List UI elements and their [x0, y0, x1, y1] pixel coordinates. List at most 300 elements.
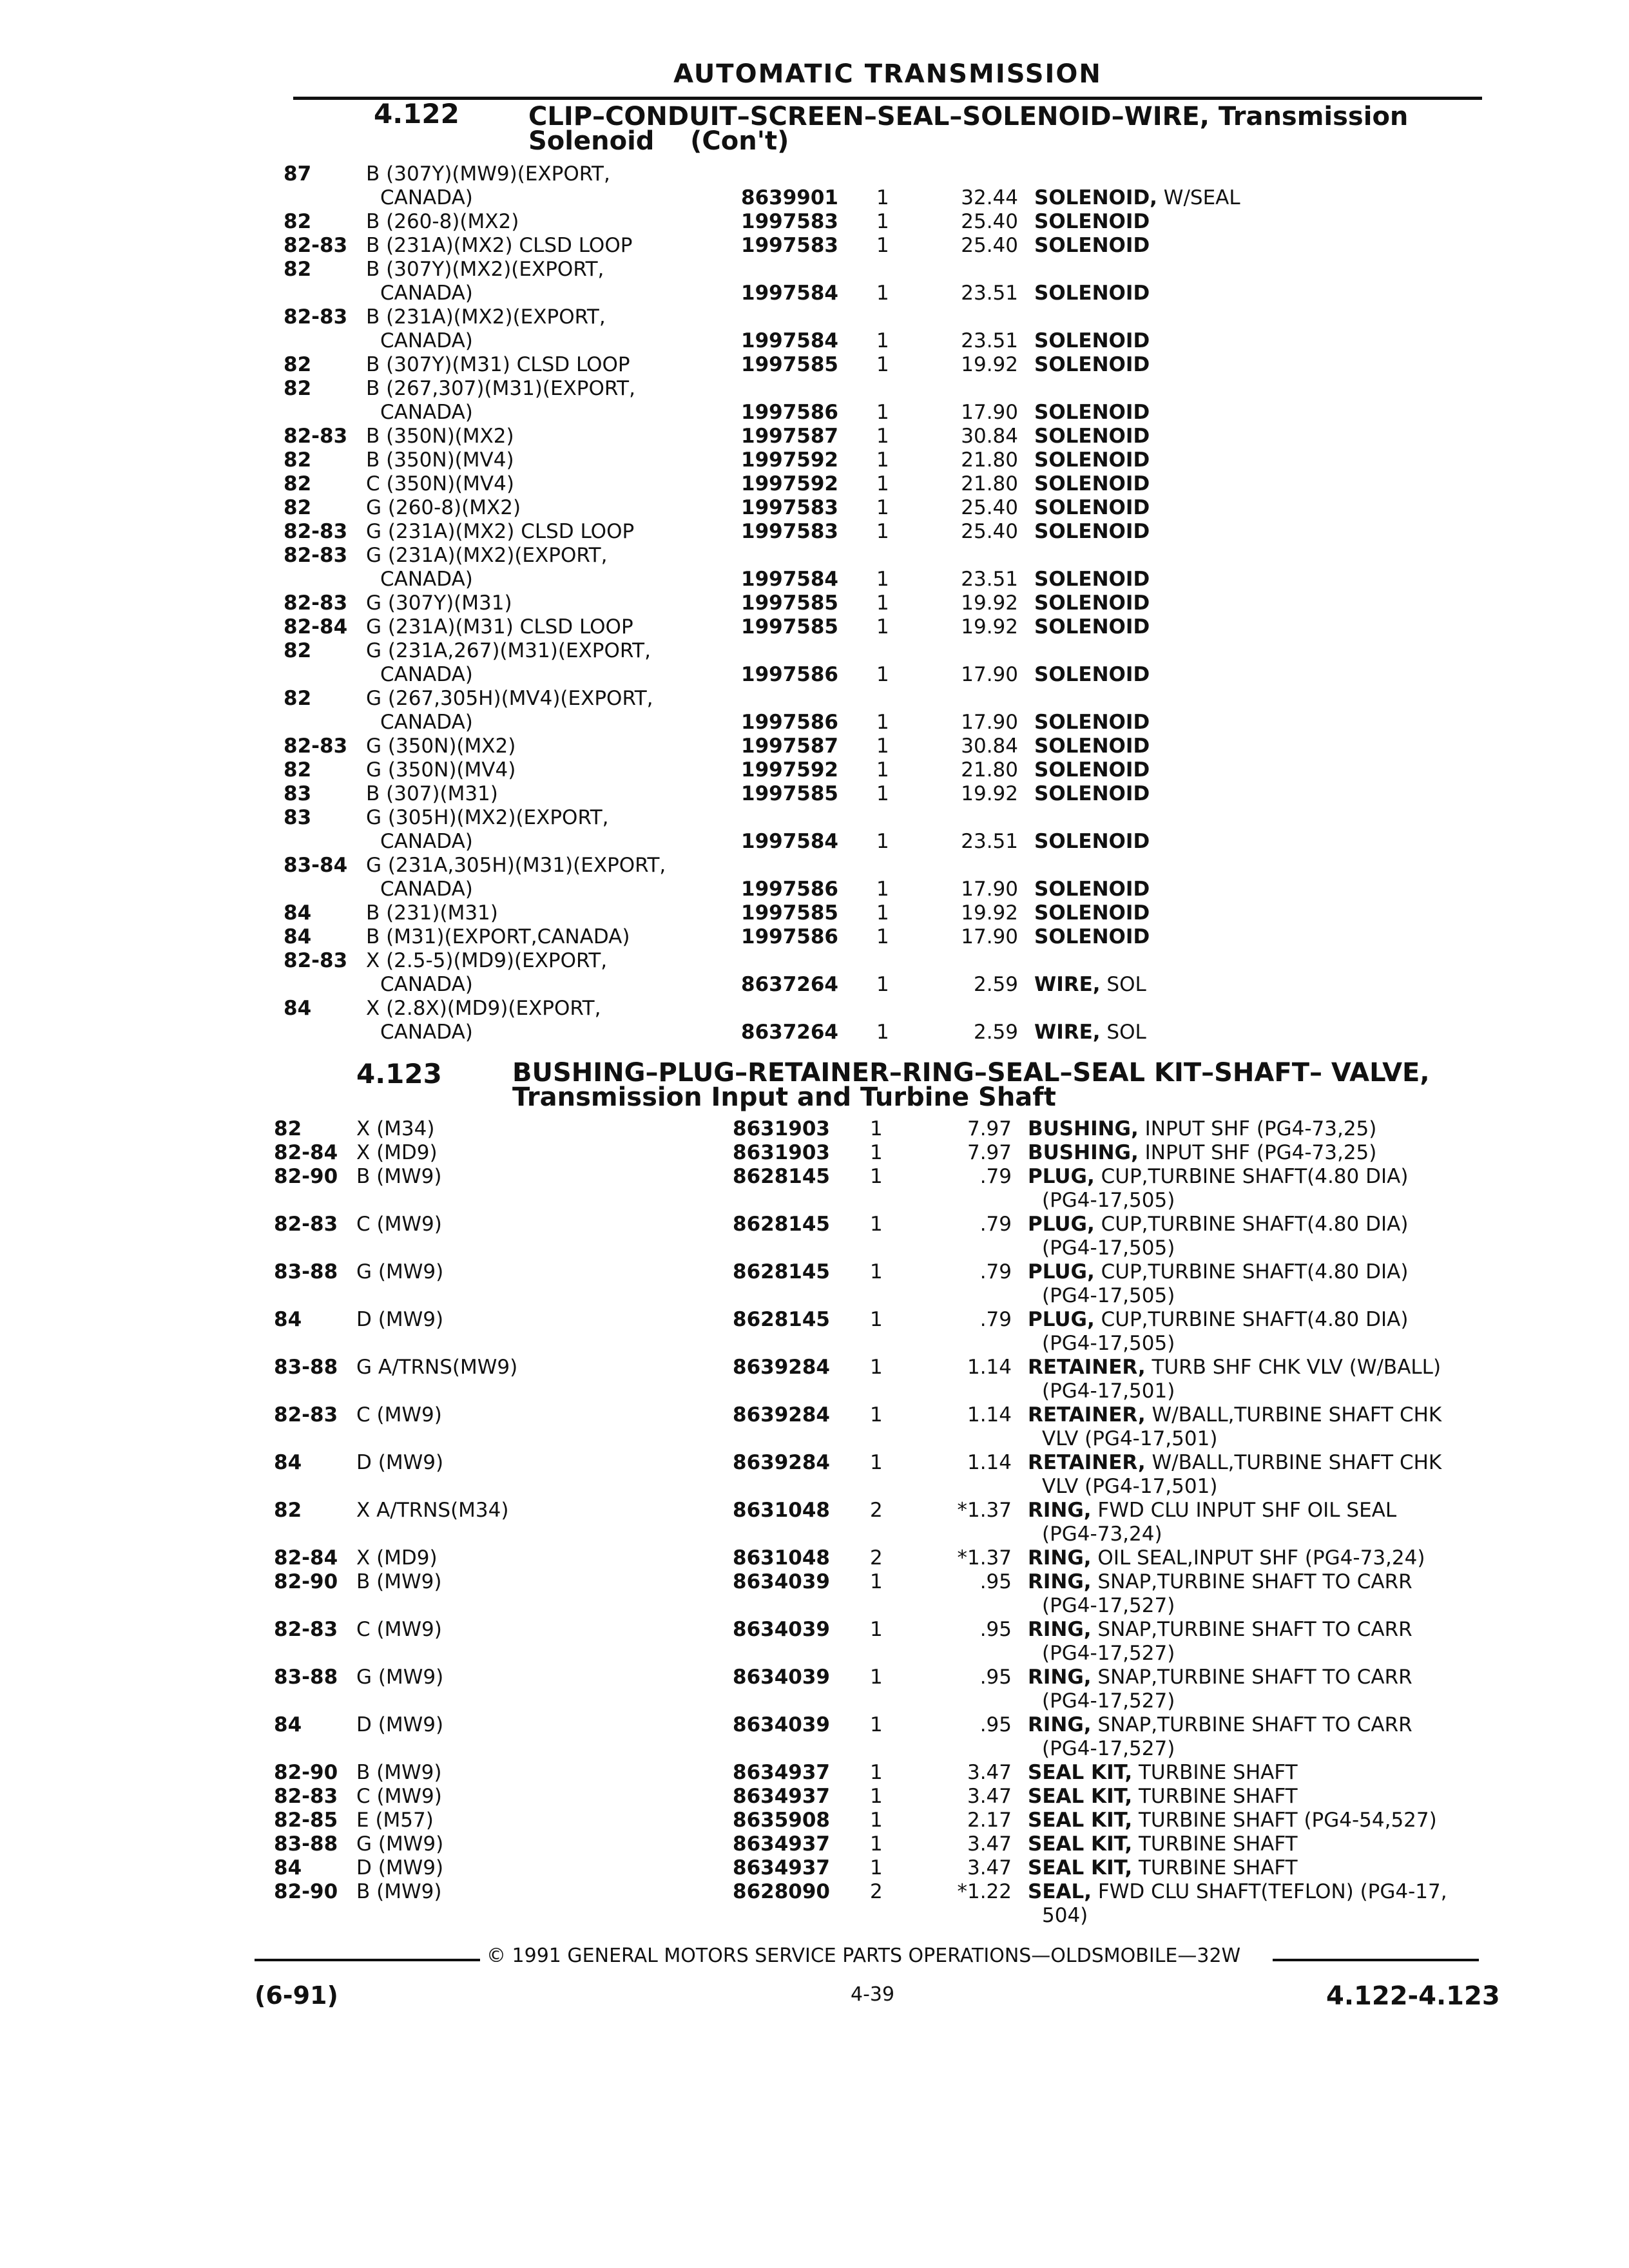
quantity: 1 [876, 282, 889, 305]
application-description [366, 854, 666, 901]
quantity: 1 [876, 401, 889, 424]
application-description [356, 1117, 434, 1141]
model-year: 83 [284, 806, 312, 829]
part-name-detail: W/BALL,TURBINE SHAFT CHK [1145, 1403, 1442, 1427]
part-name [1028, 1713, 1412, 1761]
copyright-notice: © 1991 GENERAL MOTORS SERVICE PARTS OPERATIONS—OLDSMOBILE—32W [487, 1945, 1241, 1967]
part-number: 1997583 [741, 210, 838, 233]
application-line: B (MW9) [356, 1761, 442, 1784]
table-row [274, 1546, 1498, 1570]
quantity: 1 [876, 186, 889, 209]
application-description [366, 162, 610, 210]
part-name-detail: (PG4-73,24) [1042, 1523, 1162, 1546]
quantity: 1 [870, 1165, 883, 1188]
part-number: 1997592 [741, 472, 838, 495]
part-name [1028, 1308, 1408, 1356]
part-name [1028, 1546, 1425, 1570]
table-row [284, 615, 1508, 639]
part-number: 1997583 [741, 234, 838, 257]
application-line: G (MW9) [356, 1666, 444, 1689]
price: 23.51 [961, 329, 1018, 352]
part-name-bold: RETAINER, [1028, 1451, 1146, 1474]
part-name [1028, 1499, 1396, 1546]
application-description [366, 377, 635, 425]
part-number: 8631048 [733, 1499, 830, 1522]
quantity: 1 [876, 425, 889, 448]
part-number: 8628145 [733, 1165, 830, 1188]
table-row [274, 1856, 1498, 1880]
application-line: G (307Y)(M31) [366, 591, 512, 615]
quantity: 2 [870, 1546, 883, 1570]
quantity: 1 [870, 1570, 883, 1593]
application-line: CANADA) [380, 282, 473, 305]
application-line: B (MW9) [356, 1570, 442, 1593]
table-row [284, 377, 1508, 425]
application-description [366, 758, 516, 782]
application-line: B (350N)(MX2) [366, 425, 514, 448]
part-number: 8635908 [733, 1809, 830, 1832]
quantity: 2 [870, 1880, 883, 1903]
application-description [356, 1451, 443, 1475]
application-description [366, 806, 609, 854]
application-line: B (307Y)(MW9)(EXPORT, [366, 162, 610, 186]
part-number: 8634039 [733, 1570, 830, 1593]
table-row [274, 1499, 1498, 1546]
price: 1.14 [967, 1451, 1012, 1474]
application-description [366, 425, 514, 448]
table-row [274, 1403, 1498, 1451]
table-row [274, 1713, 1498, 1761]
application-description [366, 210, 519, 234]
price: *1.22 [957, 1880, 1012, 1903]
application-line: C (MW9) [356, 1785, 442, 1808]
part-name [1034, 282, 1150, 305]
application-description [356, 1165, 441, 1189]
model-year: 82 [284, 353, 312, 376]
part-number: 1997586 [741, 925, 838, 948]
part-name [1028, 1761, 1298, 1785]
price: 23.51 [961, 282, 1018, 305]
application-description [366, 615, 633, 639]
part-name [1034, 448, 1150, 472]
table-row [274, 1666, 1498, 1713]
part-name-bold: RING, [1028, 1618, 1092, 1641]
quantity: 1 [870, 1618, 883, 1641]
application-description [356, 1570, 441, 1594]
model-year: 82 [284, 639, 312, 662]
part-name-bold: SOLENOID [1034, 735, 1150, 758]
model-year: 82-83 [274, 1618, 338, 1641]
part-name-bold: SOLENOID [1034, 758, 1150, 782]
table-row [284, 234, 1508, 258]
quantity: 1 [870, 1785, 883, 1808]
quantity: 1 [870, 1260, 883, 1283]
part-name-bold: SOLENOID [1034, 472, 1150, 495]
quantity: 1 [870, 1213, 883, 1236]
part-name-detail: CUP,TURBINE SHAFT(4.80 DIA) [1094, 1260, 1409, 1283]
table-row [284, 949, 1508, 997]
model-year: 82 [274, 1499, 302, 1522]
price: 3.47 [967, 1785, 1012, 1808]
model-year: 82 [284, 448, 312, 472]
price: 3.47 [967, 1856, 1012, 1879]
table-row [284, 496, 1508, 520]
part-name-detail: OIL SEAL,INPUT SHF (PG4-73,24) [1091, 1546, 1425, 1570]
part-name [1028, 1260, 1408, 1308]
part-name [1028, 1356, 1441, 1403]
application-description [366, 496, 521, 520]
table-row [274, 1308, 1498, 1356]
part-number: 1997584 [741, 830, 838, 853]
table-row [284, 520, 1508, 544]
quantity: 1 [870, 1832, 883, 1856]
application-line: CANADA) [380, 1021, 473, 1044]
part-number: 1997585 [741, 591, 838, 615]
part-name-bold: SOLENOID [1034, 925, 1150, 948]
table-row [284, 472, 1508, 496]
part-name-detail: VLV (PG4-17,501) [1042, 1427, 1218, 1450]
application-line: G (231A)(MX2)(EXPORT, [366, 544, 608, 567]
model-year: 82 [274, 1117, 302, 1140]
application-description [356, 1260, 443, 1284]
part-number: 8634937 [733, 1761, 830, 1784]
part-name-bold: SOLENOID [1034, 615, 1150, 639]
quantity: 1 [876, 925, 889, 948]
part-name-bold: SOLENOID [1034, 329, 1150, 352]
part-name [1034, 401, 1150, 425]
table-row [284, 544, 1508, 591]
part-number: 1997585 [741, 353, 838, 376]
part-name [1034, 210, 1150, 234]
model-year: 83 [284, 782, 312, 805]
application-description [356, 1356, 517, 1379]
application-line: D (MW9) [356, 1451, 444, 1474]
application-line: C (350N)(MV4) [366, 472, 514, 495]
application-description [356, 1785, 442, 1809]
model-year: 87 [284, 162, 312, 186]
part-name-bold: SOLENOID [1034, 425, 1150, 448]
part-number: 8631048 [733, 1546, 830, 1570]
quantity: 1 [876, 496, 889, 519]
price: .95 [979, 1618, 1012, 1641]
part-name-bold: SOLENOID [1034, 210, 1150, 233]
part-name [1034, 568, 1150, 591]
part-name [1028, 1832, 1298, 1856]
part-name [1034, 973, 1146, 997]
price: 23.51 [961, 568, 1018, 591]
part-number: 1997586 [741, 401, 838, 424]
section-title: BUSHING–PLUG–RETAINER–RING–SEAL–SEAL KIT–SHAFT– VALVE, Transmission Input and Turbine Shaft [512, 1061, 1608, 1110]
quantity: 2 [870, 1499, 883, 1522]
part-name [1028, 1880, 1447, 1928]
model-year: 82-90 [274, 1570, 338, 1593]
part-name [1028, 1856, 1298, 1880]
part-name-detail: (PG4-17,527) [1042, 1737, 1175, 1760]
application-line: X (M34) [356, 1117, 435, 1140]
part-name [1028, 1141, 1376, 1165]
model-year: 83-88 [274, 1666, 338, 1689]
part-name-bold: SEAL KIT, [1028, 1809, 1133, 1832]
part-name [1034, 496, 1150, 520]
application-description [366, 997, 601, 1044]
price: 30.84 [961, 425, 1018, 448]
model-year: 82-83 [284, 544, 348, 567]
quantity: 1 [870, 1761, 883, 1784]
page-header [293, 52, 1482, 100]
part-name-detail: W/BALL,TURBINE SHAFT CHK [1145, 1451, 1442, 1474]
table-row [284, 735, 1508, 758]
part-name-bold: SOLENOID [1034, 282, 1150, 305]
table-row [284, 305, 1508, 353]
part-name-bold: PLUG, [1028, 1260, 1095, 1283]
part-number: 8639284 [733, 1451, 830, 1474]
application-line: B (MW9) [356, 1165, 442, 1188]
price: 2.59 [973, 1021, 1018, 1044]
quantity: 1 [870, 1356, 883, 1379]
price: 3.47 [967, 1761, 1012, 1784]
table-row [274, 1141, 1498, 1165]
application-line: B (267,307)(M31)(EXPORT, [366, 377, 635, 400]
part-name-bold: PLUG, [1028, 1308, 1095, 1331]
model-year: 84 [284, 997, 312, 1020]
part-number: 1997584 [741, 282, 838, 305]
quantity: 1 [876, 782, 889, 805]
price: 17.90 [961, 401, 1018, 424]
table-row [284, 591, 1508, 615]
part-name-detail: (PG4-17,527) [1042, 1642, 1175, 1665]
part-name-detail: SNAP,TURBINE SHAFT TO CARR [1091, 1618, 1412, 1641]
part-name-detail: (PG4-17,527) [1042, 1689, 1175, 1713]
application-line: X A/TRNS(M34) [356, 1499, 509, 1522]
application-line: G (231A)(M31) CLSD LOOP [366, 615, 633, 639]
table-row [284, 353, 1508, 377]
part-number: 8634039 [733, 1666, 830, 1689]
model-year: 82 [284, 210, 312, 233]
model-year: 83-88 [274, 1832, 338, 1856]
model-year: 82 [284, 472, 312, 495]
part-name [1034, 711, 1150, 735]
price: 17.90 [961, 878, 1018, 901]
application-description [366, 687, 653, 735]
quantity: 1 [876, 520, 889, 543]
part-name-bold: RING, [1028, 1570, 1092, 1593]
part-name [1034, 186, 1240, 210]
application-line: X (MD9) [356, 1141, 438, 1164]
part-name [1034, 925, 1150, 949]
price: 32.44 [961, 186, 1018, 209]
part-name [1028, 1785, 1298, 1809]
part-name-detail: CUP,TURBINE SHAFT(4.80 DIA) [1094, 1165, 1409, 1188]
quantity: 1 [876, 210, 889, 233]
quantity: 1 [876, 830, 889, 853]
part-number: 8639284 [733, 1403, 830, 1427]
part-number: 8634937 [733, 1856, 830, 1879]
application-line: B (231A)(MX2) CLSD LOOP [366, 234, 633, 257]
table-row [274, 1618, 1498, 1666]
table-row [274, 1785, 1498, 1809]
model-year: 82-83 [284, 425, 348, 448]
part-name-bold: SOLENOID [1034, 782, 1150, 805]
part-name-detail: SOL [1100, 973, 1146, 996]
part-name [1028, 1165, 1408, 1213]
model-year: 82-83 [284, 234, 348, 257]
application-description [366, 591, 512, 615]
application-description [356, 1666, 443, 1689]
part-name-detail: TURB SHF CHK VLV (W/BALL) [1145, 1356, 1441, 1379]
part-name-bold: SOLENOID [1034, 568, 1150, 591]
part-name-detail: TURBINE SHAFT [1132, 1785, 1298, 1808]
part-name [1028, 1403, 1441, 1451]
table-row [274, 1451, 1498, 1499]
application-description [356, 1880, 441, 1904]
application-description [356, 1832, 443, 1856]
application-line: C (MW9) [356, 1618, 442, 1641]
part-name-bold: PLUG, [1028, 1165, 1095, 1188]
part-name [1034, 234, 1150, 258]
application-description [366, 305, 606, 353]
application-description [366, 544, 607, 591]
application-description [356, 1213, 442, 1236]
price: 30.84 [961, 735, 1018, 758]
part-name-detail: TURBINE SHAFT [1132, 1832, 1298, 1856]
price: 7.97 [967, 1117, 1012, 1140]
price: 17.90 [961, 663, 1018, 686]
price: 23.51 [961, 830, 1018, 853]
page-number: 4-39 [851, 1983, 895, 2006]
quantity: 1 [876, 663, 889, 686]
table-row [284, 901, 1508, 925]
table-row [274, 1832, 1498, 1856]
model-year: 82 [284, 377, 312, 400]
part-number: 1997583 [741, 520, 838, 543]
model-year: 82 [284, 687, 312, 710]
parts-list [274, 1117, 1498, 1928]
part-name [1034, 353, 1150, 377]
part-number: 1997592 [741, 758, 838, 782]
application-line: B (231)(M31) [366, 901, 498, 925]
part-number: 1997584 [741, 329, 838, 352]
application-description [356, 1308, 443, 1332]
part-name-bold: RETAINER, [1028, 1356, 1146, 1379]
application-line: X (2.5-5)(MD9)(EXPORT, [366, 949, 608, 972]
model-year: 84 [274, 1856, 302, 1879]
price: 19.92 [961, 615, 1018, 639]
model-year: 82-83 [284, 949, 348, 972]
model-year: 82-84 [274, 1546, 338, 1570]
price: *1.37 [957, 1499, 1012, 1522]
application-line: CANADA) [380, 878, 473, 901]
table-row [274, 1260, 1498, 1308]
quantity: 1 [870, 1666, 883, 1689]
model-year: 82-83 [284, 520, 348, 543]
quantity: 1 [876, 353, 889, 376]
application-description [356, 1761, 441, 1785]
application-line: CANADA) [380, 973, 473, 996]
table-row [274, 1809, 1498, 1832]
part-number: 1997584 [741, 568, 838, 591]
application-line: CANADA) [380, 401, 473, 424]
page-title: AUTOMATIC TRANSMISSION [673, 59, 1102, 89]
quantity: 1 [870, 1451, 883, 1474]
part-name [1034, 901, 1150, 925]
application-line: B (260-8)(MX2) [366, 210, 519, 233]
table-row [284, 925, 1508, 949]
price: 2.17 [967, 1809, 1012, 1832]
part-name [1028, 1618, 1412, 1666]
quantity: 1 [870, 1117, 883, 1140]
part-name-detail: FWD CLU INPUT SHF OIL SEAL [1091, 1499, 1397, 1522]
price: 17.90 [961, 925, 1018, 948]
application-line: G A/TRNS(MW9) [356, 1356, 518, 1379]
part-name-detail: SNAP,TURBINE SHAFT TO CARR [1091, 1713, 1412, 1736]
application-description [356, 1499, 508, 1523]
part-name-bold: RING, [1028, 1499, 1092, 1522]
application-description [356, 1809, 434, 1832]
application-line: G (305H)(MX2)(EXPORT, [366, 806, 609, 829]
table-row [274, 1761, 1498, 1785]
application-line: B (350N)(MV4) [366, 448, 514, 472]
quantity: 1 [870, 1713, 883, 1736]
part-number: 8634039 [733, 1618, 830, 1641]
application-description [366, 448, 514, 472]
price: 25.40 [961, 234, 1018, 257]
model-year: 82 [284, 258, 312, 281]
quantity: 1 [876, 735, 889, 758]
application-description [366, 925, 630, 949]
part-name [1028, 1117, 1376, 1141]
part-name [1028, 1213, 1408, 1260]
price: 3.47 [967, 1832, 1012, 1856]
application-line: G (231A,267)(M31)(EXPORT, [366, 639, 651, 662]
section-title-sub: Solenoid [528, 126, 655, 156]
part-name-bold: SOLENOID [1034, 830, 1150, 853]
model-year: 82-90 [274, 1880, 338, 1903]
price: 21.80 [961, 758, 1018, 782]
part-name [1034, 878, 1150, 901]
model-year: 83-84 [284, 854, 348, 877]
price: 21.80 [961, 472, 1018, 495]
quantity: 1 [876, 901, 889, 925]
part-name-detail: (PG4-17,505) [1042, 1189, 1175, 1212]
quantity: 1 [870, 1141, 883, 1164]
application-line: X (MD9) [356, 1546, 438, 1570]
table-row [284, 782, 1508, 806]
quantity: 1 [876, 878, 889, 901]
part-name-bold: SEAL KIT, [1028, 1832, 1133, 1856]
part-name-detail: FWD CLU SHAFT(TEFLON) (PG4-17, [1092, 1880, 1447, 1903]
application-line: C (MW9) [356, 1403, 442, 1427]
model-year: 82-90 [274, 1761, 338, 1784]
price: .95 [979, 1713, 1012, 1736]
application-line: B (307)(M31) [366, 782, 498, 805]
application-description [356, 1618, 442, 1642]
table-row [274, 1570, 1498, 1618]
part-name-bold: RETAINER, [1028, 1403, 1146, 1427]
part-number: 1997585 [741, 615, 838, 639]
table-row [284, 448, 1508, 472]
part-name-bold: SEAL KIT, [1028, 1761, 1133, 1784]
price: 19.92 [961, 901, 1018, 925]
quantity: 1 [876, 711, 889, 734]
model-year: 84 [284, 925, 312, 948]
model-year: 82-83 [274, 1785, 338, 1808]
model-year: 82 [284, 496, 312, 519]
part-name-detail: W/SEAL [1157, 186, 1240, 209]
application-description [366, 353, 630, 377]
part-name-detail: (PG4-17,501) [1042, 1379, 1175, 1403]
part-number: 8639284 [733, 1356, 830, 1379]
price: 1.14 [967, 1356, 1012, 1379]
